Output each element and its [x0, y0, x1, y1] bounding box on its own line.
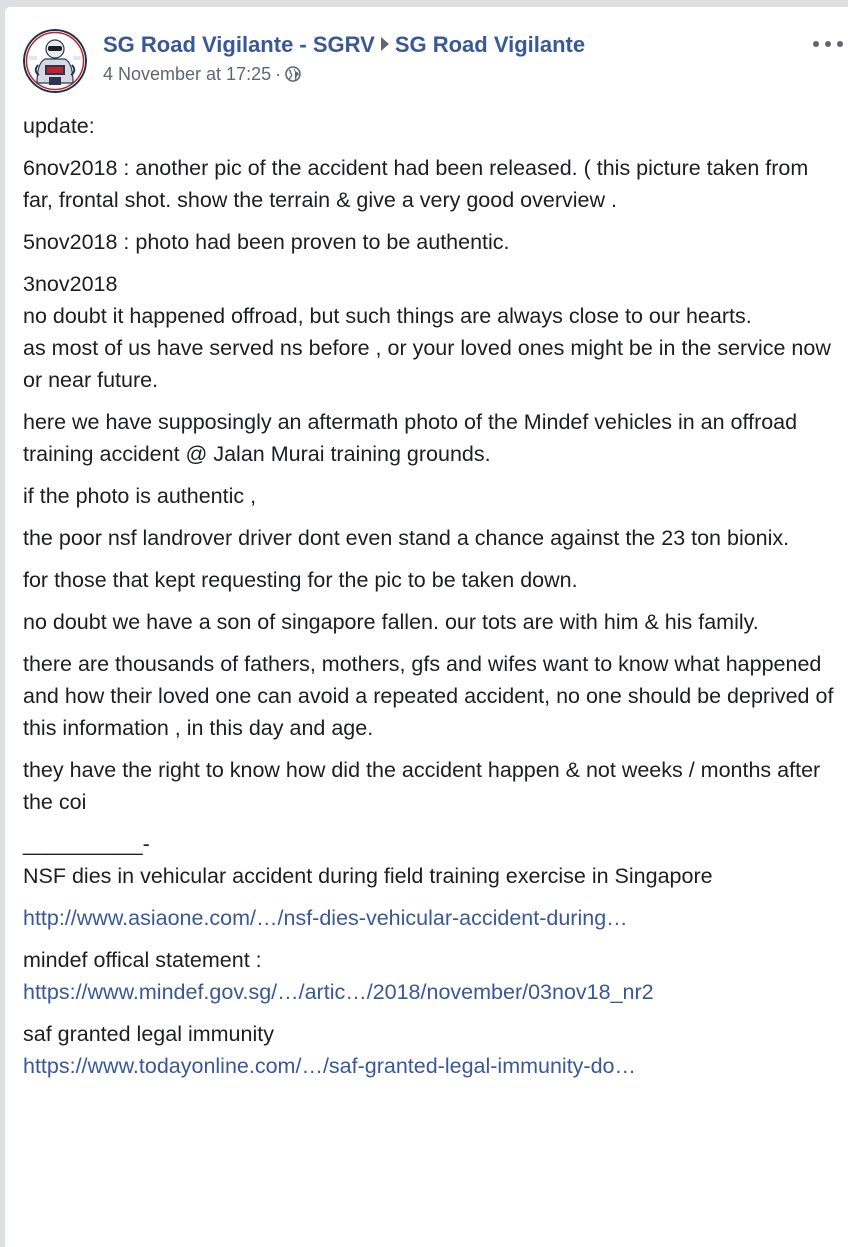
page-avatar[interactable]: [23, 29, 87, 93]
post-body: [23, 110, 843, 1092]
post-header: [23, 25, 843, 97]
post-author-line: [103, 31, 585, 59]
post-card: [4, 6, 848, 1247]
post-paragraph: 5nov2018 : photo had been proven to be authentic.: [23, 230, 510, 254]
post-line: no doubt it happened offroad, but such things are always close to our hearts.: [23, 304, 752, 328]
post-timestamp[interactable]: 4 November at 17:25: [103, 64, 272, 84]
post-paragraph: update:: [23, 114, 95, 138]
post-paragraph: no doubt we have a son of singapore fallen. our tots are with him & his family.: [23, 610, 759, 634]
post-paragraph: [23, 944, 843, 1008]
group-link[interactable]: SG Road Vigilante: [394, 32, 586, 57]
post-paragraph-group: [23, 1018, 843, 1082]
post-line: as most of us have served ns before , or your loved ones might be in the service now or near future.: [23, 336, 831, 392]
author-link[interactable]: SG Road Vigilante - SGRV: [103, 32, 375, 57]
post-line: 3nov2018: [23, 272, 118, 296]
triangle-right-icon: [381, 37, 389, 51]
post-paragraph: [23, 902, 843, 934]
post-meta: [103, 63, 585, 85]
post-paragraph: if the photo is authentic ,: [23, 484, 257, 508]
globe-icon[interactable]: [285, 66, 301, 82]
meta-separator: ·: [275, 64, 282, 84]
post-paragraph: for those that kept requesting for the pic to be taken down.: [23, 568, 578, 592]
post-paragraph: there are thousands of fathers, mothers, gfs and wifes want to know what happened and how their loved one can avoid a repeated accident, no one should be deprived of this information , in this day and age.: [23, 652, 834, 740]
todayonline-link[interactable]: https://www.todayonline.com/…/saf-granted-legal-immunity-do…: [23, 1054, 637, 1078]
post-paragraph: here we have supposingly an aftermath photo of the Mindef vehicles in an offroad training accident @ Jalan Murai training grounds.: [23, 410, 798, 466]
more-dot-icon: [825, 41, 831, 47]
post-paragraph: they have the right to know how did the accident happen & not weeks / months after the coi: [23, 758, 821, 814]
article-title: NSF dies in vehicular accident during field training exercise in Singapore: [23, 864, 713, 888]
post-paragraph: 6nov2018 : another pic of the accident had been released. ( this picture taken from far, frontal shot. show the terrain & give a very good overview .: [23, 156, 809, 212]
post-paragraph-group: [23, 828, 843, 892]
mindef-statement-label: mindef offical statement :: [23, 948, 262, 972]
rider-logo-icon: [23, 29, 87, 93]
mindef-link[interactable]: https://www.mindef.gov.sg/…/artic…/2018/november/03nov18_nr2: [23, 980, 654, 1004]
asiaone-link[interactable]: http://www.asiaone.com/…/nsf-dies-vehicular-accident-during…: [23, 906, 628, 930]
legal-immunity-label: saf granted legal immunity: [23, 1022, 274, 1046]
post-paragraph-group: [23, 268, 843, 396]
more-dot-icon: [813, 41, 819, 47]
more-dot-icon: [837, 41, 843, 47]
text-divider: __________-: [23, 832, 150, 856]
header-text: [103, 31, 585, 85]
more-options-button[interactable]: [813, 37, 843, 51]
post-paragraph: the poor nsf landrover driver dont even stand a chance against the 23 ton bionix.: [23, 526, 790, 550]
